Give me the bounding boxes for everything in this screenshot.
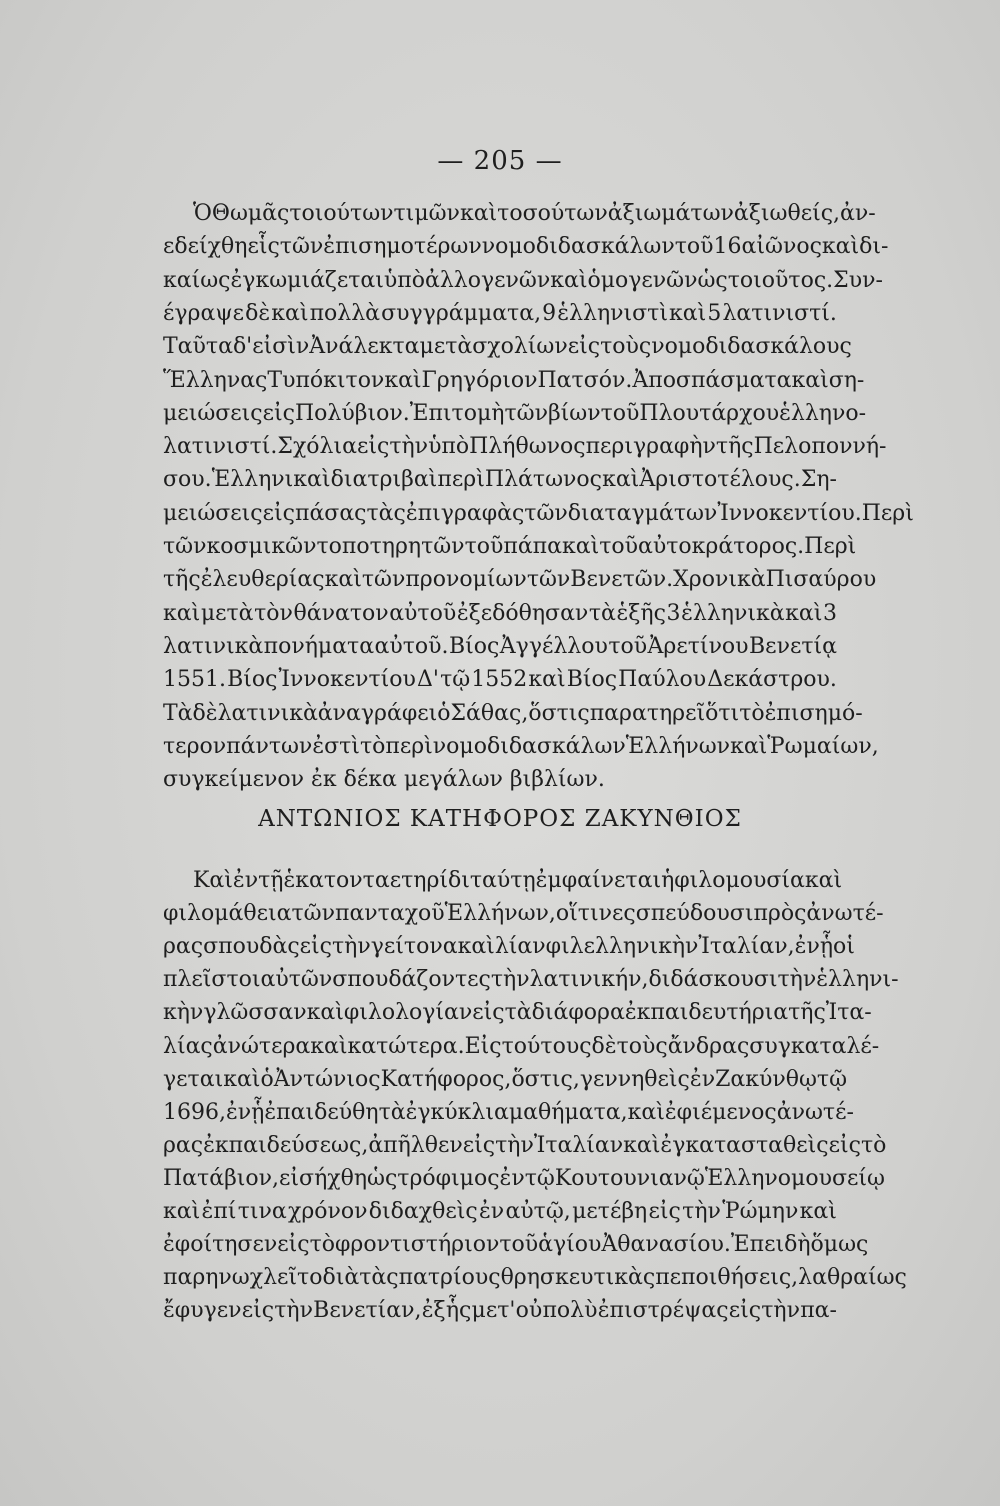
text-line: Ἕλληνας Τυπόκιτον καὶ Γρηγόριον Πατσόν. Ἀποσπάσματα καὶ ση- <box>163 367 865 393</box>
section-heading: ΑΝΤΩΝΙΟΣ ΚΑΤΗΦΟΡΟΣ ΖΑΚΥΝΘΙΟΣ <box>258 806 742 832</box>
text-line: 1551. Βίος Ἰννοκεντίου Δ' τῷ 1552 καὶ Βίος Παύλου Δεκάστρου. <box>163 667 837 693</box>
text-line: λατινικὰ πονήματα αὐτοῦ. Βίος Ἀγγέλλου τοῦ Ἀρετίνου Βενετίᾳ <box>163 633 837 659</box>
text-line: γεται καὶ ὁ Ἀντώνιος Κατήφορος, ὅστις, γεννηθεὶς ἐν Ζακύνθῳ τῷ <box>163 1066 848 1092</box>
text-line: παρηνωχλεῖτο διὰ τὰς πατρίους θρησκευτικὰς πεποιθήσεις, λαθραίως <box>163 1265 907 1291</box>
text-line: ρας σπουδὰς εἰς τὴν γείτονα καὶ λίαν φιλελληνικὴν Ἰταλίαν, ἐν ᾗ οἱ <box>163 934 855 960</box>
text-line: συγκείμενον ἐκ δέκα μεγάλων βιβλίων. <box>163 767 605 793</box>
text-line: καὶ μετὰ τὸν θάνατον αὐτοῦ ἐξεδόθησαν τὰ ἑξῆς 3 ἑλληνικὰ καὶ 3 <box>163 600 837 626</box>
text-line: Πατάβιον, εἰσήχθη ὡς τρόφιμος ἐν τῷ Κουτουνιανῷ Ἑλληνομουσείῳ <box>163 1165 885 1191</box>
text-line: λατινιστί. Σχόλια εἰς τὴν ὑπὸ Πλήθωνος περιγραφὴν τῆς Πελοποννή- <box>163 434 887 460</box>
text-line: πλεῖστοι αὐτῶν σπουδάζοντες τὴν λατινικήν, διδάσκουσι τὴν ἑλληνι- <box>163 967 899 993</box>
page-number: — 205 — <box>437 146 563 176</box>
text-line: ἔφυγεν εἰς τὴν Βενετίαν, ἐξ ἧς μετ' οὐ πολὺ ἐπιστρέψας εἰς τὴν πα- <box>163 1298 837 1324</box>
text-line: τερον πάντων ἐστὶ τὸ περὶ νομοδιδασκάλων Ἑλλήνων καὶ Ῥωμαίων, <box>163 733 879 759</box>
text-line: Ὁ Θωμᾶς τοιούτων τιμῶν καὶ τοσούτων ἀξιωμάτων ἀξιωθείς, ἀν- <box>193 201 876 226</box>
text-line: τῶν κοσμικῶν τοποτηρητῶν τοῦ πάπα καὶ τοῦ αὐτοκράτορος. Περὶ <box>163 534 857 559</box>
text-line: μειώσεις εἰς Πολύβιον. Ἐπιτομὴ τῶν βίων τοῦ Πλουτάρχου ἑλληνο- <box>163 400 867 426</box>
text-line: ἐφοίτησεν εἰς τὸ φροντιστήριον τοῦ ἁγίου Ἀθανασίου. Ἐπειδὴ ὅμως <box>163 1232 869 1258</box>
text-line: τῆς ἐλευθερίας καὶ τῶν προνομίων τῶν Βενετῶν. Χρονικὰ Πισαύρου <box>163 567 877 593</box>
text-line: καίως ἐγκωμιάζεται ὑπὸ ἀλλογενῶν καὶ ὁμογενῶν ὡς τοιοῦτος. Συν- <box>163 267 883 293</box>
text-line: Ταῦτα δ'εἰσὶν Ἀνάλεκτα μετὰ σχολίων εἰς τοὺς νομοδιδασκάλους <box>163 334 852 360</box>
text-line: μειώσεις εἰς πάσας τὰς ἐπιγραφὰς τῶν διαταγμάτων Ἰννοκεντίου. Περὶ <box>163 500 914 526</box>
text-line: κὴν γλῶσσαν καὶ φιλολογίαν εἰς τὰ διάφορα ἐκπαιδευτήρια τῆς Ἰτα- <box>163 1000 872 1026</box>
text-line: έγραψε δὲ καὶ πολλὰ συγγράμματα, 9 ἑλληνιστὶ καὶ 5 λατινιστί. <box>163 300 837 326</box>
text-line: λίας ἀνώτερα καὶ κατώτερα. Εἰς τούτους δὲ τοὺς ἄνδρας συγκαταλέ- <box>163 1033 880 1059</box>
text-line: Τὰ δὲ λατινικὰ ἀναγράφει ὁ Σάθας, ὅστις παρατηρεῖ ὅτι τὸ ἐπισημό- <box>163 700 863 726</box>
text-line: σου. Ἑλληνικαὶ διατριβαὶ περὶ Πλάτωνος καὶ Ἀριστοτέλους. Ση- <box>163 467 837 493</box>
text-line: ρας ἐκπαιδεύσεως, ἀπῆλθεν εἰς τὴν Ἰταλίαν καὶ ἐγκατασταθεὶς εἰς τὸ <box>163 1132 887 1158</box>
text-line: καὶ ἐπί τινα χρόνον διδαχθεὶς ἐν αὐτῷ, μετέβη εἰς τὴν Ῥώμην καὶ <box>163 1199 837 1224</box>
text-line: 1696, ἐν ᾗ ἐπαιδεύθη τὰ ἐγκύκλια μαθήματα, καὶ ἐφιέμενος ἀνωτέ- <box>163 1099 854 1125</box>
text-line: Καὶ ἐν τῇ ἑκατονταετηρίδι ταύτῃ ἐμφαίνεται ἡ φιλομουσία καὶ <box>193 868 843 893</box>
text-line: εδείχθη εἷς τῶν ἐπισημοτέρων νομοδιδασκάλων τοῦ 16 αἰῶνος καὶ δι- <box>163 234 889 260</box>
text-line: φιλομάθεια τῶν πανταχοῦ Ἑλλήνων, οἵτινες σπεύδουσι πρὸς ἀνωτέ- <box>163 901 884 927</box>
